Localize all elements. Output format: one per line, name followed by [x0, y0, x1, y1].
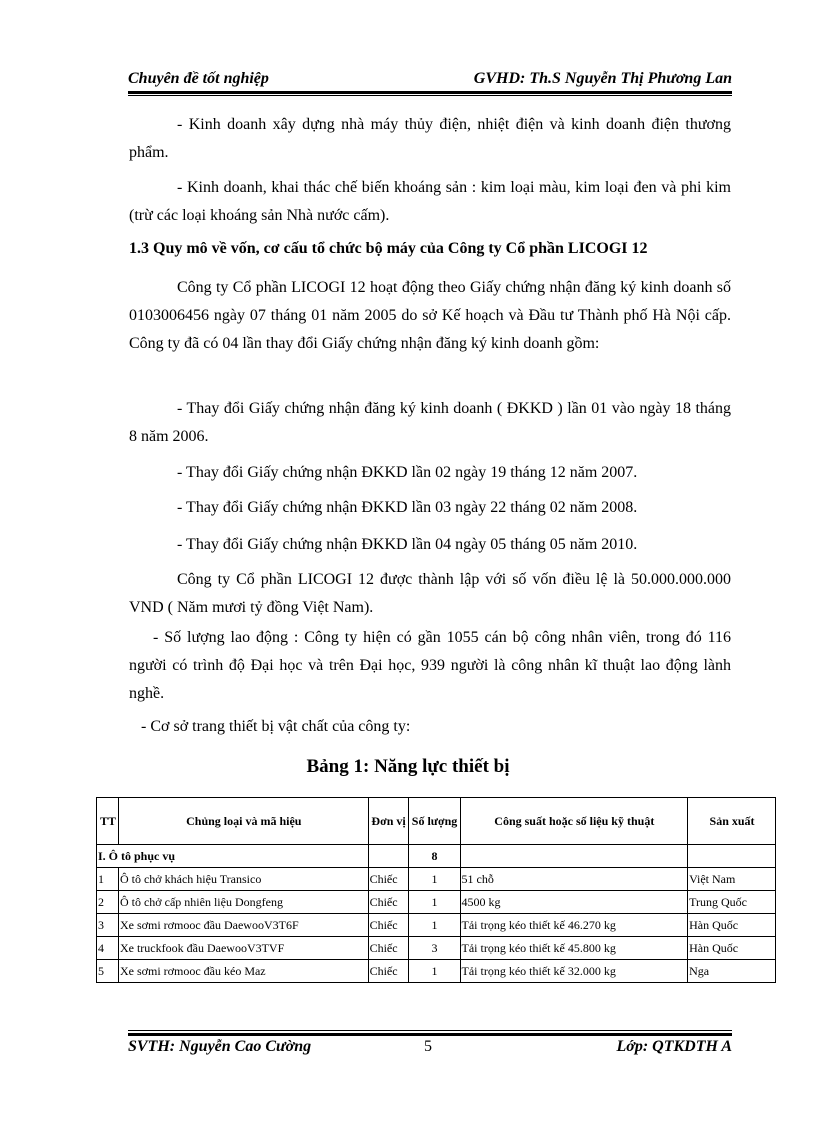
para-registration: Công ty Cổ phần LICOGI 12 hoạt động theo Giấy chứng nhận đăng ký kinh doanh số 0103006456 ngày 07 tháng 01 năm 2005 do sở Kế hoạch và Đầu tư Thành phố Hà Nội cấp. Công ty đã có 04 lần thay đổi Giấy chứng nhận đăng ký kinh doanh gồm: [129, 279, 731, 352]
header-rule-thin [128, 95, 732, 96]
bullet-mining: - Kinh doanh, khai thác chế biến khoáng sản : kim loại màu, kim loại đen và phi kim (trừ các loại khoáng sản Nhà nước cấm). [129, 179, 731, 224]
section-heading: 1.3 Quy mô về vốn, cơ cấu tổ chức bộ máy của Công ty Cổ phần LICOGI 12 [129, 240, 648, 257]
change-04: - Thay đổi Giấy chứng nhận ĐKKD lần 04 ngày 05 tháng 05 năm 2010. [177, 536, 638, 553]
table-group-row [97, 845, 776, 868]
col-tt: TT [97, 798, 119, 845]
equipment-table [96, 797, 776, 983]
table-row: 1 Ô tô chở khách hiệu Transico Chiếc 1 51 chỗ Việt Nam [97, 868, 776, 891]
col-type: Chủng loại và mã hiệu [118, 798, 368, 845]
footer-rule-thick [128, 1033, 732, 1036]
footer-class: Lớp: QTKDTH A [616, 1038, 732, 1055]
table-row: 4 Xe truckfook đầu DaewooV3TVF Chiếc 3 Tải trọng kéo thiết kế 45.800 kg Hàn Quốc [97, 937, 776, 960]
change-02: - Thay đổi Giấy chứng nhận ĐKKD lần 02 ngày 19 tháng 12 năm 2007. [177, 464, 638, 481]
change-01: - Thay đổi Giấy chứng nhận đăng ký kinh doanh ( ĐKKD ) lần 01 vào ngày 18 tháng 8 năm 2006. [129, 400, 731, 445]
header-rule-thick [128, 91, 732, 94]
page-number: 5 [424, 1038, 432, 1055]
group-label: I. Ô tô phục vụ [97, 845, 369, 868]
col-unit: Đơn vị [368, 798, 408, 845]
bullet-hydropower: - Kinh doanh xây dựng nhà máy thủy điện, nhiệt điện và kinh doanh điện thương phẩm. [129, 116, 731, 161]
footer-student: SVTH: Nguyễn Cao Cường [128, 1038, 312, 1055]
footer-rule-thin [128, 1030, 732, 1031]
table-header-row [97, 798, 776, 845]
col-qty: Số lượng [408, 798, 460, 845]
header-title: Chuyên đề tốt nghiệp [128, 70, 269, 87]
page-header [128, 68, 732, 90]
table-row: 3 Xe sơmi rơmooc đầu DaewooV3T6F Chiếc 1 Tải trọng kéo thiết kế 46.270 kg Hàn Quốc [97, 914, 776, 937]
page-footer [128, 1038, 732, 1060]
para-facilities: - Cơ sở trang thiết bị vật chất của công ty: [141, 718, 411, 735]
change-03: - Thay đổi Giấy chứng nhận ĐKKD lần 03 ngày 22 tháng 02 năm 2008. [177, 499, 638, 516]
table-row: 5 Xe sơmi rơmooc đầu kéo Maz Chiếc 1 Tải trọng kéo thiết kế 32.000 kg Nga [97, 960, 776, 983]
col-origin: Sản xuất [688, 798, 776, 845]
table-caption: Bảng 1: Năng lực thiết bị [306, 756, 510, 777]
table-row: 2 Ô tô chở cấp nhiên liệu Dongfeng Chiếc 1 4500 kg Trung Quốc [97, 891, 776, 914]
col-spec: Công suất hoặc số liệu kỹ thuật [460, 798, 688, 845]
para-labor: - Số lượng lao động : Công ty hiện có gần 1055 cán bộ công nhân viên, trong đó 116 người có trình độ Đại học và trên Đại học, 939 người là công nhân kĩ thuật lao động lành nghề. [129, 629, 731, 702]
header-advisor: GVHD: Th.S Nguyễn Thị Phương Lan [473, 70, 732, 87]
group-qty: 8 [408, 845, 460, 868]
para-capital: Công ty Cổ phần LICOGI 12 được thành lập với số vốn điều lệ là 50.000.000.000 VND ( Năm mươi tỷ đồng Việt Nam). [129, 571, 731, 616]
